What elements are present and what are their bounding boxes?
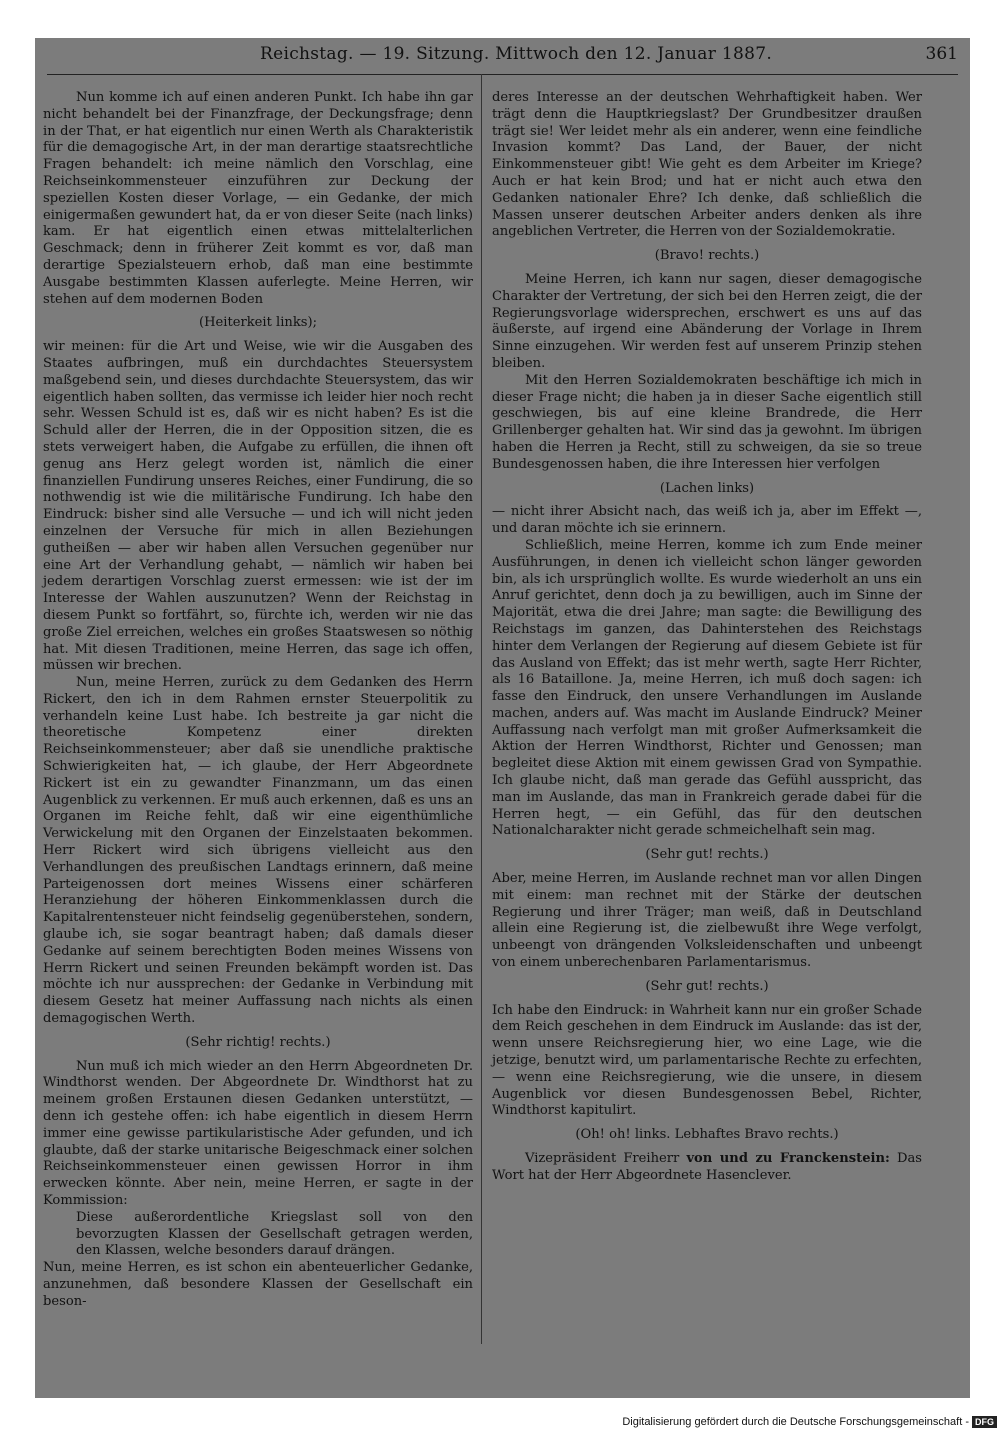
paragraph: Nun komme ich auf einen anderen Punkt. Ich habe ihn gar nicht behandelt bei der Finanzfrage, der Deckungsfrage; denn in der That, er hat eigentlich nur einen Werth als Charakteristik für die demagogische Art, in der man derartige staatsrechtliche Fragen behandelt: ich meine nämlich den Vorschlag, eine Reichseinkommensteuer einzuführen zur Deckung der speziellen Kosten dieser Vorlage, — ein Gedanke, der mich einigermaßen gewundert hat, da er von dieser Seite (nach links) kam. Er hat eigentlich einen etwas mittelalterlichen Geschmack; denn in früherer Zeit kommt es vor, daß man derartige Spezialsteuern erhob, daß man eine bestimmte Ausgabe bestimmten Klassen auferlegte. Meine Herren, wir stehen auf dem modernen Boden [43,90,473,307]
scanned-page [35,38,970,1398]
paragraph: Aber, meine Herren, im Auslande rechnet man vor allen Dingen mit einem: man rechnet mit der Stärke der deutschen Regierung und ihrer Träger; man weiß, daß in Deutschland allein eine Regierung ist, die zielbewußt ihre Wege verfolgt, unbeengt von drängenden Volksleidenschaften und unbeengt von einem unberechenbaren Parlamentarismus. [492,871,922,971]
paragraph: Meine Herren, ich kann nur sagen, dieser demagogische Charakter der Vertretung, der sich bei den Herren zeigt, die der Regierungsvorlage widersprechen, erschwert es uns auf das äußerste, auf irgend eine Abänderung der Vorlage in Ihrem Sinne einzugehen. Wir werden fest auf unserem Prinzip stehen bleiben. [492,271,922,371]
stage-direction: (Bravo! rechts.) [654,248,760,264]
block-quote: Diese außerordentliche Kriegslast soll von den bevorzugten Klassen der Gesellschaft getragen werden, den Klassen, welche besonders darauf drängen. [76,1209,473,1259]
stage-direction: (Sehr gut! rechts.) [645,978,769,994]
paragraph: wir meinen: für die Art und Weise, wie wir die Ausgaben des Staates aufbringen, muß ein durchdachtes Steuersystem maßgebend sein, und dieses durchdachte Steuersystem, das wir eigentlich haben sollten, das vermisse ich leider hier noch recht sehr. Wessen Schuld ist es, daß wir es nicht haben? Es ist die Schuld aller der Herren, die in der Opposition sitzen, die es stets verweigert haben, die Aufgabe zu erfüllen, die ihnen oft genug ans Herz gelegt worden ist, nämlich die einer finanziellen Fundirung unseres Reiches, einer Fundirung, die so nothwendig ist wie die militärische Fundirung. Ich habe den Eindruck: bisher sind alle Versuche — und ich will nicht jeden einzelnen der Versuche für mich in allen Beziehungen gutheißen — aber wir haben allen Versuchen gegenüber nur eine Art der Verhandlung gehabt, — nämlich wir haben bei jedem derartigen Vorschlag zuerst ermessen: wie ist der im Interesse der Wahlen auszunutzen? Wenn der Reichstag in diesem Punkt so fortfährt, so, fürchte ich, werden wir nie das große Ziel erreichen, welches ein großes Staatswesen so nöthig hat. Mit diesen Traditionen, meine Herren, das sage ich offen, müssen wir brechen. [43,339,473,674]
stage-direction: (Sehr gut! rechts.) [645,847,769,863]
column-divider [481,74,482,1344]
page-number: 361 [925,44,958,64]
paragraph: Ich habe den Eindruck: in Wahrheit kann nur ein großer Schade dem Reich geschehen in dem Eindruck im Auslande: das ist der, wenn unsere Reichsregierung hier, wo eine Lage, wie die jetzige, benutzt wird, um parlamentarische Rechte zu erfechten, — wenn eine Reichsregierung, wie die unsere, in diesem Augenblick vor diesen Bundesgenossen Bebel, Richter, Windthorst kapitulirt. [492,1002,922,1119]
speaker-name: von und zu Franckenstein: [686,1151,890,1167]
stage-direction: (Oh! oh! links. Lebhaftes Bravo rechts.) [575,1127,839,1143]
right-column [492,90,922,1185]
dfg-logo: DFG [972,1416,997,1428]
speaker-title: Vizepräsident Freiherr [525,1151,680,1167]
stage-direction: (Sehr richtig! rechts.) [185,1034,331,1050]
paragraph: deres Interesse an der deutschen Wehrhaftigkeit haben. Wer trägt denn die Hauptkriegslast? Der Grundbesitzer draußen trägt sie! Wer leidet mehr als ein anderer, wenn eine feindliche Invasion kommt? Das Land, der Bauer, der nicht Einkommensteuer gibt! Wie geht es dem Arbeiter im Kriege? Auch er hat kein Brod; und hat er nicht auch etwa den Gedanken nationaler Ehre? Ich denke, daß schließlich die Massen unserer deutschen Arbeiter anders denken als ihre angeblichen Vertreter, die Herren von der Sozialdemokratie. [492,90,922,240]
credit-text: Digitalisierung gefördert durch die Deutsche Forschungsgemeinschaft - [622,1415,969,1428]
speaker-paragraph [492,1151,922,1185]
stage-direction: (Lachen links) [659,480,755,496]
stage-direction: (Heiterkeit links); [198,315,317,331]
header-rule [47,74,958,75]
paragraph: Schließlich, meine Herren, komme ich zum Ende meiner Ausführungen, in denen ich vielleicht schon länger geworden bin, als ich ursprünglich wollte. Es wurde wiederholt an uns ein Anruf gerichtet, denn doch ja zu bewilligen, auch im Sinne der Majorität, etwa die drei Jahre; man sagte: die Bewilligung des Reichstags im ganzen, das Dahinterstehen des Reichstags hinter dem Verlangen der Regierung auf diesem Gebiete ist für das Ausland von Effekt; das ist mehr werth, sagte Herr Richter, als 16 Bataillone. Ja, meine Herren, ich muß doch sagen: ich fasse den Eindruck, den unsere Verhandlungen im Auslande machen, anders auf. Was macht im Auslande Eindruck? Meiner Auffassung nach verfolgt man mit großer Aufmerksamkeit die Aktion der Herren Windthorst, Richter und Genossen; man begleitet diese Aktion mit einem gewissen Grad von Sympathie. Ich glaube nicht, daß man gerade das Gefühl ausspricht, das man im Auslande, das man in Frankreich gerade dabei für die Herren hegt, — ein Gefühl, das für den deutschen Nationalcharakter nicht gerade schmeichelhaft sein mag. [492,537,922,839]
digitization-credit [622,1416,997,1428]
paragraph: Nun, meine Herren, es ist schon ein abenteuerlicher Gedanke, anzunehmen, daß besondere Klassen der Gesellschaft ein beson- [43,1260,473,1309]
paragraph: — nicht ihrer Absicht nach, das weiß ich ja, aber im Effekt —, und daran möchte ich sie erinnern. [492,504,922,537]
running-title: Reichstag. — 19. Sitzung. Mittwoch den 12. Januar 1887. [260,44,773,64]
left-column [43,90,473,1311]
paragraph: Mit den Herren Sozialdemokraten beschäftige ich mich in dieser Frage nicht; die haben ja in dieser Sache eigentlich still geschwiegen, bis auf eine kleine Brandrede, die Herr Grillenberger gehalten hat. Wir sind das ja gewohnt. Im übrigen haben die Herren ja Recht, still zu schweigen, da sie so treue Bundesgenossen haben, die ihre Interessen hier verfolgen [492,372,922,472]
paragraph: Nun muß ich mich wieder an den Herrn Abgeordneten Dr. Windthorst wenden. Der Abgeordnete Dr. Windthorst hat zu meinem großen Erstaunen diesen Gedanken unterstützt, — denn ich gestehe offen: ich habe eigentlich in diesem Herrn immer eine gewisse partikularistische Ader gefunden, und ich glaubte, daß der starke unitarische Beigeschmack einer solchen Reichseinkommensteuer einen gewissen Horror in ihm erwecken könnte. Aber nein, meine Herren, er sagte in der Kommission: [43,1058,473,1208]
page-header [35,44,970,70]
speaker-text: Das Wort hat der Herr Abgeordnete Hasenclever. [492,1151,923,1183]
paragraph: Nun, meine Herren, zurück zu dem Gedanken des Herrn Rickert, den ich in dem Rahmen ernster Steuerpolitik zu verhandeln keine Lust habe. Ich bestreite ja gar nicht die theoretische Kompetenz einer direkten Reichseinkommensteuer; aber daß sie unendliche praktische Schwierigkeiten hat, — ich glaube, der Herr Abgeordnete Rickert ist ein zu gewandter Finanzmann, um das einen Augenblick zu verkennen. Er muß auch erkennen, daß es uns an Organen im Reiche fehlt, daß wir eine eigenthümliche Verwickelung mit den Organen der Einzelstaaten bekommen. Herr Rickert wird sich übrigens vielleicht aus den Verhandlungen des preußischen Landtags erinnern, daß meine Parteigenossen dort meines Wissens einer schärferen Heranziehung der höheren Einkommenklassen durch die Kapitalrentensteuer nicht feindselig gegenüberstehen, sondern, glaube ich, sie sogar beantragt haben; daß damals dieser Gedanke auf seinem berechtigten Boden meines Wissens von Herrn Rickert und seinen Freunden bekämpft worden ist. Das möchte ich nur aussprechen: der Gedanke in Verbindung mit diesem Gesetz hat meiner Auffassung nach nichts als einen demagogischen Werth. [43,675,473,1027]
